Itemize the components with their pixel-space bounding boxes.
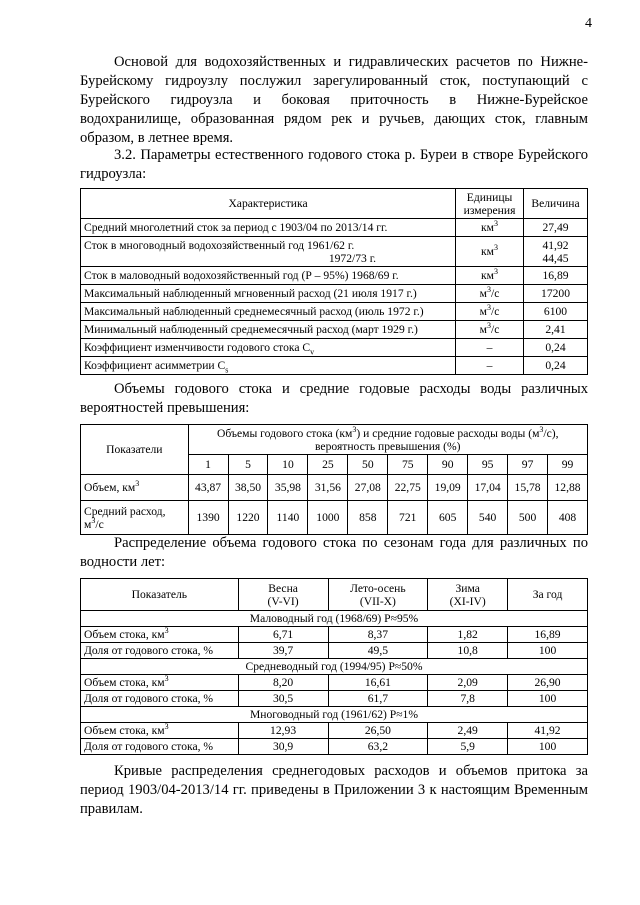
table-cell: 2,49	[428, 723, 508, 739]
section-heading: 3.2. Параметры естественного годового стока р. Буреи в створе Бурейского гидроузла:	[80, 147, 588, 182]
seasons-paragraph: Распределение объема годового стока по сезонам года для различных по водности лет:	[80, 535, 588, 570]
seasons-table	[80, 578, 588, 755]
header-characteristic: Характеристика	[81, 189, 456, 219]
table-cell: 100	[508, 643, 588, 659]
probability-header: 90	[428, 455, 468, 475]
group-title: Многоводный год (1961/62) P≈1%	[81, 707, 588, 723]
row-value: 2,41	[524, 321, 588, 339]
probability-header: 95	[468, 455, 508, 475]
flow-cell: 500	[508, 501, 548, 535]
flow-cell: 1140	[268, 501, 308, 535]
table-cell: 30,5	[238, 691, 328, 707]
group-title: Средневодный год (1994/95) P≈50%	[81, 659, 588, 675]
flow-cell: 858	[348, 501, 388, 535]
header-winter: Зима (XI-IV)	[428, 579, 508, 611]
page-number: 4	[585, 16, 592, 31]
volume-cell: 12,88	[548, 475, 588, 501]
probability-header: 97	[508, 455, 548, 475]
table-cell: 26,50	[328, 723, 428, 739]
row-value: 0,24	[524, 339, 588, 357]
final-paragraph: Кривые распределения среднегодовых расходов и объемов притока за период 1903/04-2013/14 гг. приведены в Приложении 3 к настоящим Временным правилам.	[80, 763, 588, 817]
row-label: Объем стока, $км^3$	[81, 723, 239, 739]
flow-cell: 1220	[228, 501, 268, 535]
row-unit: $м^3/с$	[456, 303, 524, 321]
row-value: 27,49	[524, 219, 588, 237]
table-cell: 49,5	[328, 643, 428, 659]
intro-paragraph: Основой для водохозяйственных и гидравлических расчетов по Нижне-Бурейскому гидроузлу послужил зарегулированный сток, поступающий с Бурейского гидроузла и боковая приточность в Нижне-Бурейское водохранилище, образованная рядом рек и ручьев, дающих сток, главным образом, в летнее время.	[80, 54, 588, 146]
table-cell: 39,7	[238, 643, 328, 659]
table-cell: 1,82	[428, 627, 508, 643]
table-cell: 61,7	[328, 691, 428, 707]
probability-header: 5	[228, 455, 268, 475]
flow-cell: 605	[428, 501, 468, 535]
row-unit: $км^3$	[456, 237, 524, 267]
table-cell: 12,93	[238, 723, 328, 739]
header-spring: Весна (V-VI)	[238, 579, 328, 611]
row-unit: $м^3/с$	[456, 285, 524, 303]
group-title: Маловодный год (1968/69) P≈95%	[81, 611, 588, 627]
table-cell: 30,9	[238, 739, 328, 755]
table-cell: 63,2	[328, 739, 428, 755]
table-cell: 5,9	[428, 739, 508, 755]
probability-header: 99	[548, 455, 588, 475]
probability-table	[80, 424, 588, 535]
header-probability-title: Объемы годового стока $(км^3)$ и средние годовые расходы воды $(м^3/с)$, вероятность превышения (%)	[188, 425, 587, 455]
flow-cell: 1390	[188, 501, 228, 535]
row-label: Коэффициент изменчивости годового стока $C_v$	[81, 339, 456, 357]
table-cell: 6,71	[238, 627, 328, 643]
header-value: Величина	[524, 189, 588, 219]
table-cell: 26,90	[508, 675, 588, 691]
row-value: 6100	[524, 303, 588, 321]
row-label: Сток в многоводный водохозяйственный год 1961/62 г. 1972/73 г.	[81, 237, 456, 267]
row-label: Объем стока, $км^3$	[81, 675, 239, 691]
row-unit: $км^3$	[456, 267, 524, 285]
header-indicators: Показатели	[81, 425, 189, 475]
table-cell: 16,61	[328, 675, 428, 691]
row-label: Доля от годового стока, %	[81, 691, 239, 707]
row-unit: –	[456, 357, 524, 375]
table-cell: 7,8	[428, 691, 508, 707]
row-label: Доля от годового стока, %	[81, 643, 239, 659]
row-label: Максимальный наблюденный мгновенный расход (21 июля 1917 г.)	[81, 285, 456, 303]
row-label: Доля от годового стока, %	[81, 739, 239, 755]
table-cell: 100	[508, 739, 588, 755]
header-year: За год	[508, 579, 588, 611]
row-value: 41,92 44,45	[524, 237, 588, 267]
volume-cell: 38,50	[228, 475, 268, 501]
probability-header: 1	[188, 455, 228, 475]
row-value: 17200	[524, 285, 588, 303]
row-value: 16,89	[524, 267, 588, 285]
row-label: Сток в маловодный водохозяйственный год (Р – 95%) 1968/69 г.	[81, 267, 456, 285]
volumes-paragraph: Объемы годового стока и средние годовые расходы воды различных вероятностей превышения:	[80, 381, 588, 416]
header-indicator: Показатель	[81, 579, 239, 611]
table-cell: 10,8	[428, 643, 508, 659]
volume-cell: 43,87	[188, 475, 228, 501]
volume-cell: 15,78	[508, 475, 548, 501]
row-unit: $м^3/с$	[456, 321, 524, 339]
row-unit: $км^3$	[456, 219, 524, 237]
table-cell: 8,20	[238, 675, 328, 691]
flow-cell: 1000	[308, 501, 348, 535]
table-cell: 8,37	[328, 627, 428, 643]
volume-cell: 31,56	[308, 475, 348, 501]
table-cell: 41,92	[508, 723, 588, 739]
row-label: Объем стока, $км^3$	[81, 627, 239, 643]
probability-header: 75	[388, 455, 428, 475]
row-value: 0,24	[524, 357, 588, 375]
volume-cell: 17,04	[468, 475, 508, 501]
header-units: Единицы измерения	[456, 189, 524, 219]
flow-cell: 408	[548, 501, 588, 535]
volume-cell: 35,98	[268, 475, 308, 501]
row-label: Коэффициент асимметрии $C_s$	[81, 357, 456, 375]
stream-parameters-table	[80, 188, 588, 375]
volume-cell: 27,08	[348, 475, 388, 501]
volume-label: Объем, $км^3$	[81, 475, 189, 501]
probability-header: 10	[268, 455, 308, 475]
row-label: Максимальный наблюденный среднемесячный расход (июль 1972 г.)	[81, 303, 456, 321]
flow-cell: 721	[388, 501, 428, 535]
volume-cell: 19,09	[428, 475, 468, 501]
probability-header: 25	[308, 455, 348, 475]
row-label: Минимальный наблюденный среднемесячный расход (март 1929 г.)	[81, 321, 456, 339]
flow-label: Средний расход, $м^3/с$	[81, 501, 189, 535]
table-cell: 2,09	[428, 675, 508, 691]
row-unit: –	[456, 339, 524, 357]
probability-header: 50	[348, 455, 388, 475]
volume-cell: 22,75	[388, 475, 428, 501]
flow-cell: 540	[468, 501, 508, 535]
row-label: Средний многолетний сток за период с 1903/04 по 2013/14 гг.	[81, 219, 456, 237]
table-cell: 100	[508, 691, 588, 707]
table-cell: 16,89	[508, 627, 588, 643]
header-summer: Лето-осень (VII-X)	[328, 579, 428, 611]
